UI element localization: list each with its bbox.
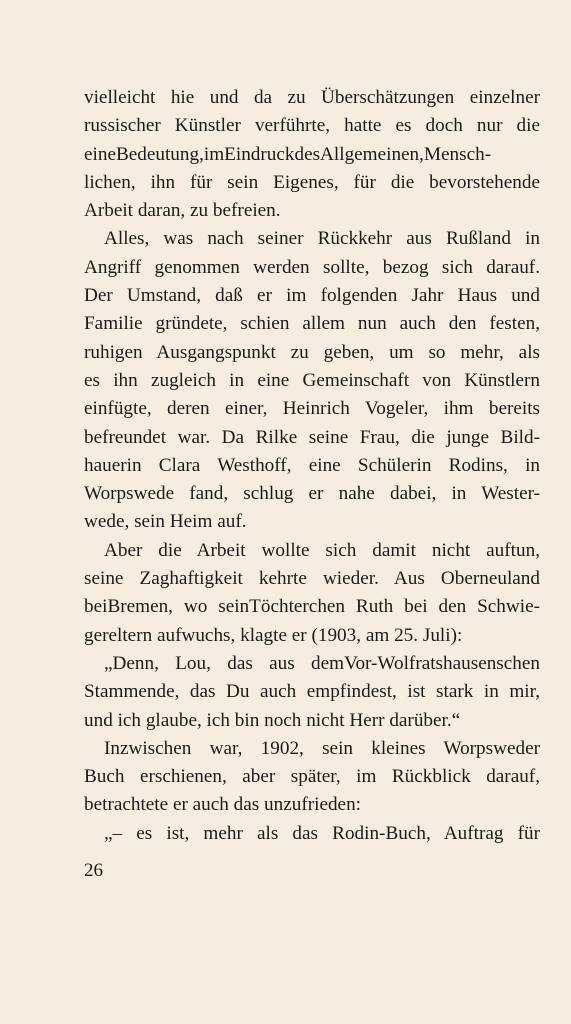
text-line: ruhigen Ausgangspunkt zu geben, um so mehr, als	[84, 341, 540, 363]
paragraph	[84, 84, 540, 225]
text-line: Inzwischen war, 1902, sein kleines Worpsweder	[104, 737, 540, 759]
text-line: gereltern aufwuchs, klagte er (1903, am 25. Juli):	[84, 624, 463, 646]
text-line: beiBremen, wo seinTöchterchen Ruth bei den Schwie-	[84, 596, 540, 618]
text-line: Worpswede fand, schlug er nahe dabei, in Wester-	[84, 483, 540, 505]
text-line: lichen, ihn für sein Eigenes, für die bevorstehende	[84, 171, 540, 193]
body-text	[84, 84, 540, 848]
text-line: Stammende, das Du auch empfindest, ist stark in mir,	[84, 681, 540, 703]
paragraph	[84, 537, 540, 650]
text-line: Familie gründete, schien allem nun auch den festen,	[84, 313, 540, 335]
text-line: seine Zaghaftigkeit kehrte wieder. Aus Oberneuland	[84, 568, 540, 590]
text-line: wede, sein Heim auf.	[84, 511, 247, 533]
text-line: hauerin Clara Westhoff, eine Schülerin Rodins, in	[84, 454, 540, 476]
text-line: betrachtete er auch das unzufrieden:	[84, 794, 362, 816]
text-line: Alles, was nach seiner Rückkehr aus Rußland in	[104, 228, 540, 250]
text-line: „Denn, Lou, das aus demVor-Wolfratshausenschen	[104, 652, 540, 674]
paragraph	[84, 225, 540, 536]
text-line: russischer Künstler verführte, hatte es doch nur die	[84, 115, 540, 137]
text-line: und ich glaube, ich bin noch nicht Herr darüber.“	[84, 709, 461, 731]
paragraph	[84, 650, 540, 735]
text-line: es ihn zugleich in eine Gemeinschaft von Künstlern	[84, 369, 540, 391]
text-line: einfügte, deren einer, Heinrich Vogeler, ihm bereits	[84, 398, 540, 420]
text-line: Aber die Arbeit wollte sich damit nicht auftun,	[104, 539, 540, 561]
paragraph	[84, 735, 540, 820]
text-line: „– es ist, mehr als das Rodin-Buch, Auftrag für	[104, 822, 540, 844]
text-line: eineBedeutung,imEindruckdesAllgemeinen,Mensch-	[84, 143, 492, 165]
text-line: befreundet war. Da Rilke seine Frau, die junge Bild-	[84, 426, 540, 448]
page-number: 26	[84, 860, 103, 881]
text-line: Angriff genommen werden sollte, bezog sich darauf.	[84, 256, 540, 278]
paragraph	[84, 820, 540, 848]
text-line: Buch erschienen, aber später, im Rückblick darauf,	[84, 766, 540, 788]
text-line: Der Umstand, daß er im folgenden Jahr Haus und	[84, 285, 540, 307]
text-line: Arbeit daran, zu befreien.	[84, 200, 281, 222]
text-line: vielleicht hie und da zu Überschätzungen einzelner	[84, 87, 540, 108]
